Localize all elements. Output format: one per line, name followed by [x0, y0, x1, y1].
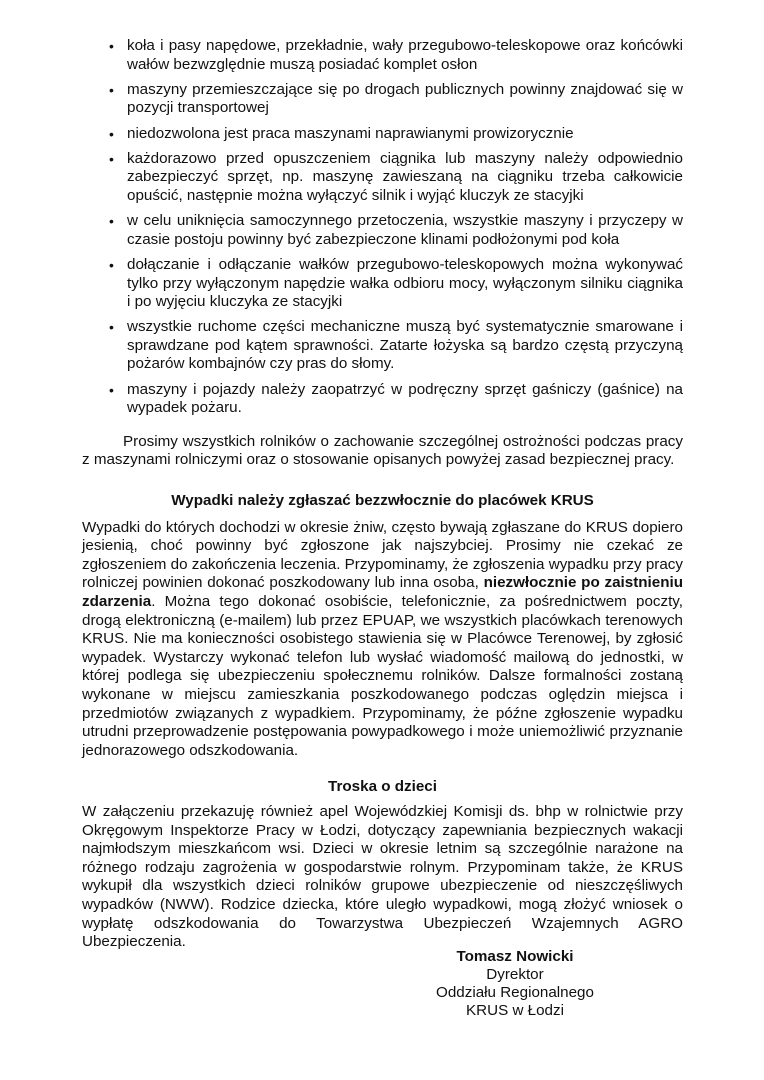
signatory-organization: KRUS w Łodzi [466, 1002, 564, 1019]
signatory-unit: Oddziału Regionalnego [436, 984, 594, 1001]
children-paragraph: W załączeniu przekazuję również apel Wojewódzkiej Komisji ds. bhp w rolnictwie przy Okręgowym Inspektorze Pracy w Łodzi, dotyczący zapewniania bezpiecznych wakacji najmłodszym mieszkańcom wsi. Dzieci w okresie letnim są szczególnie narażone na różnego rodzaju zagrożenia w gospodarstwie rolnym. Przypominam także, że KRUS wykupił dla wszystkich dzieci rolników grupowe ubezpieczenie od nieszczęśliwych wypadków (NWW). Rodzice dziecka, które uległo wypadkowi, mogą złożyć wniosek o wypłatę odszkodowania do Towarzystwa Ubezpieczeń Wzajemnych AGRO Ubezpieczenia. [82, 802, 683, 951]
list-item: • niedozwolona jest praca maszynami naprawianymi prowizorycznie [109, 124, 574, 142]
bullet-icon: • [109, 125, 114, 142]
list-item: • w celu uniknięcia samoczynnego przetoczenia, wszystkie maszyny i przyczepy w czasie postoju powinny być zabezpieczone klinami podłożonymi pod koła [109, 212, 683, 248]
signatory-title: Dyrektor [486, 966, 544, 983]
accident-section-heading: Wypadki należy zgłaszać bezzwłocznie do placówek KRUS [171, 492, 594, 510]
emphasis-text: niezwłocznie po zaistnieniu zdarzenia [82, 574, 683, 610]
bullet-icon: • [109, 319, 114, 336]
list-item: • każdorazowo przed opuszczeniem ciągnika lub maszyny należy odpowiednio zabezpieczyć sprzęt, np. maszynę zawieszaną na ciągniku trzeba całkowicie opuścić, następnie można wyłączyć silnik i wyjąć kluczyk ze stacyjki [109, 149, 683, 204]
bullet-icon: • [109, 256, 114, 273]
accident-paragraph: Wypadki do których dochodzi w okresie żniw, często bywają zgłaszane do KRUS dopiero jesienią, choć powinny być zgłoszone jak najszybciej. Prosimy nie czekać ze zgłoszeniem do zakończenia leczenia. Przypominamy, że zgłoszenia wypadku przy pracy rolniczej powinien dokonać poszkodowany lub inna osoba, niezwłocznie po zaistnieniu zdarzenia. Można tego dokonać osobiście, telefonicznie, za pośrednictwem poczty, drogą elektroniczną (e-mailem) lub przez EPUAP, we wszystkich placówkach terenowych KRUS. Nie ma konieczności osobistego stawienia się w Placówce Terenowej, by zgłosić wypadek. Wystarczy wykonać telefon lub wysłać wiadomość mailową do jednostki, w której podlega się ubezpieczeniu społecznemu rolników. Dalsze formalności zostaną wykonane w miejscu zamieszkania poszkodowanego podczas oględzin miejsca i przedmiotów związanych z wypadkiem. Przypominamy, że późne zgłoszenie wypadku utrudni przeprowadzenie postępowania powypadkowego i może uniemożliwić przyznanie jednorazowego odszkodowania. [82, 518, 683, 759]
list-item: • maszyny przemieszczające się po drogach publicznych powinny znajdować się w pozycji transportowej [109, 80, 683, 117]
bullet-icon: • [109, 38, 114, 54]
signatory-name: Tomasz Nowicki [456, 948, 574, 965]
appeal-paragraph: Prosimy wszystkich rolników o zachowanie szczególnej ostrożności podczas pracy z maszynami rolniczymi oraz o stosowanie opisanych powyżej zasad bezpiecznej pracy. [82, 432, 683, 469]
list-item: • maszyny i pojazdy należy zaopatrzyć w podręczny sprzęt gaśniczy (gaśnice) na wypadek pożaru. [109, 380, 683, 417]
children-section-heading: Troska o dzieci [328, 778, 437, 796]
list-item: • koła i pasy napędowe, przekładnie, wały przegubowo-teleskopowe oraz końcówki wałów bezwzględnie muszą posiadać komplet osłon [109, 37, 683, 73]
bullet-icon: • [109, 213, 114, 230]
bullet-icon: • [109, 150, 114, 167]
list-item: • dołączanie i odłączanie wałków przegubowo-teleskopowych można wykonywać tylko przy wyłączonym napędzie wałka odbioru mocy, wyłączonym silniku ciągnika i po wyjęciu kluczyka ze stacyjki [109, 255, 683, 311]
bullet-icon: • [109, 381, 114, 398]
signature-block [400, 948, 630, 1020]
bullet-icon: • [109, 81, 114, 98]
list-item: • wszystkie ruchome części mechaniczne muszą być systematycznie smarowane i sprawdzane pod kątem sprawności. Zatarte łożyska są bardzo częstą przyczyną pożarów kombajnów czy pras do słomy. [109, 318, 683, 373]
document-body [82, 37, 683, 952]
safety-rules-list [82, 37, 683, 418]
